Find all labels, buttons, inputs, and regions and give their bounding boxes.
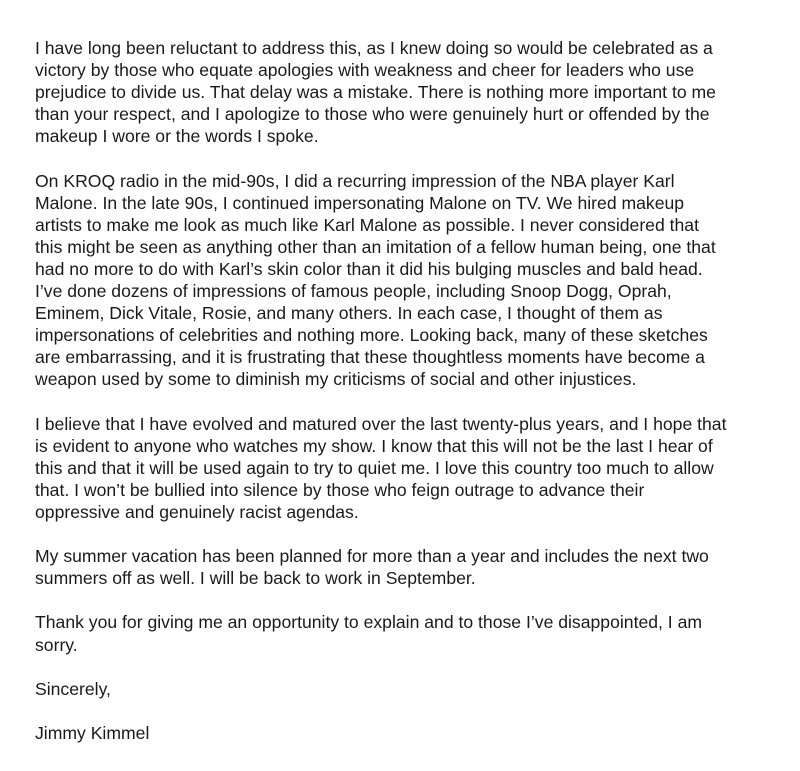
text-line: summers off as well. I will be back to work in September. <box>35 568 476 589</box>
text-line: My summer vacation has been planned for more than a year and includes the next two <box>35 546 709 567</box>
text-line: I have long been reluctant to address this, as I knew doing so would be celebrated as a <box>35 38 713 58</box>
paragraph-evolved <box>35 413 775 523</box>
text-line: makeup I wore or the words I spoke. <box>35 126 319 147</box>
text-line: I’ve done dozens of impressions of famous people, including Snoop Dogg, Oprah, <box>35 281 672 302</box>
text-line: Malone. In the late 90s, I continued impersonating Malone on TV. We hired makeup <box>35 192 685 213</box>
text-line: victory by those who equate apologies with weakness and cheer for leaders who use <box>35 60 695 81</box>
text-line: this might be seen as anything other than an imitation of a fellow human being, one that <box>35 236 716 257</box>
text-line: weapon used by some to diminish my criticisms of social and other injustices. <box>35 369 637 390</box>
text-line: Eminem, Dick Vitale, Rosie, and many others. In each case, I thought of them as <box>35 303 663 324</box>
text-line: that. I won’t be bullied into silence by those who feign outrage to advance their <box>35 479 645 500</box>
text-line: Thank you for giving me an opportunity to explain and to those I’ve disappointed, I am <box>35 612 703 633</box>
text-line: sorry. <box>35 634 78 655</box>
paragraph-thanks <box>35 611 775 655</box>
text-line: artists to make me look as much like Karl Malone as possible. I never considered that <box>35 214 699 235</box>
text-line: prejudice to divide us. That delay was a mistake. There is nothing more important to me <box>35 82 716 103</box>
paragraph-reluctance <box>35 37 775 147</box>
text-line: I believe that I have evolved and matured over the last twenty-plus years, and I hope that <box>35 413 727 434</box>
text-line: this and that it will be used again to try to quiet me. I love this country too much to allow <box>35 457 714 478</box>
paragraph-impressions <box>35 170 775 391</box>
letter-body <box>35 37 775 766</box>
signature-name: Jimmy Kimmel <box>35 722 150 743</box>
text-line: impersonations of celebrities and nothing more. Looking back, many of these sketches <box>35 325 708 346</box>
text-line: had no more to do with Karl’s skin color than it did his bulging muscles and bald head. <box>35 258 703 279</box>
paragraph-vacation <box>35 545 775 589</box>
text-line: On KROQ radio in the mid-90s, I did a recurring impression of the NBA player Karl <box>35 170 675 191</box>
text-line: than your respect, and I apologize to those who were genuinely hurt or offended by the <box>35 104 710 125</box>
text-line: oppressive and genuinely racist agendas. <box>35 501 359 522</box>
text-line: is evident to anyone who watches my show. I know that this will not be the last I hear of <box>35 435 713 456</box>
text-line: are embarrassing, and it is frustrating that these thoughtless moments have become a <box>35 347 705 368</box>
closing-salutation: Sincerely, <box>35 678 111 699</box>
